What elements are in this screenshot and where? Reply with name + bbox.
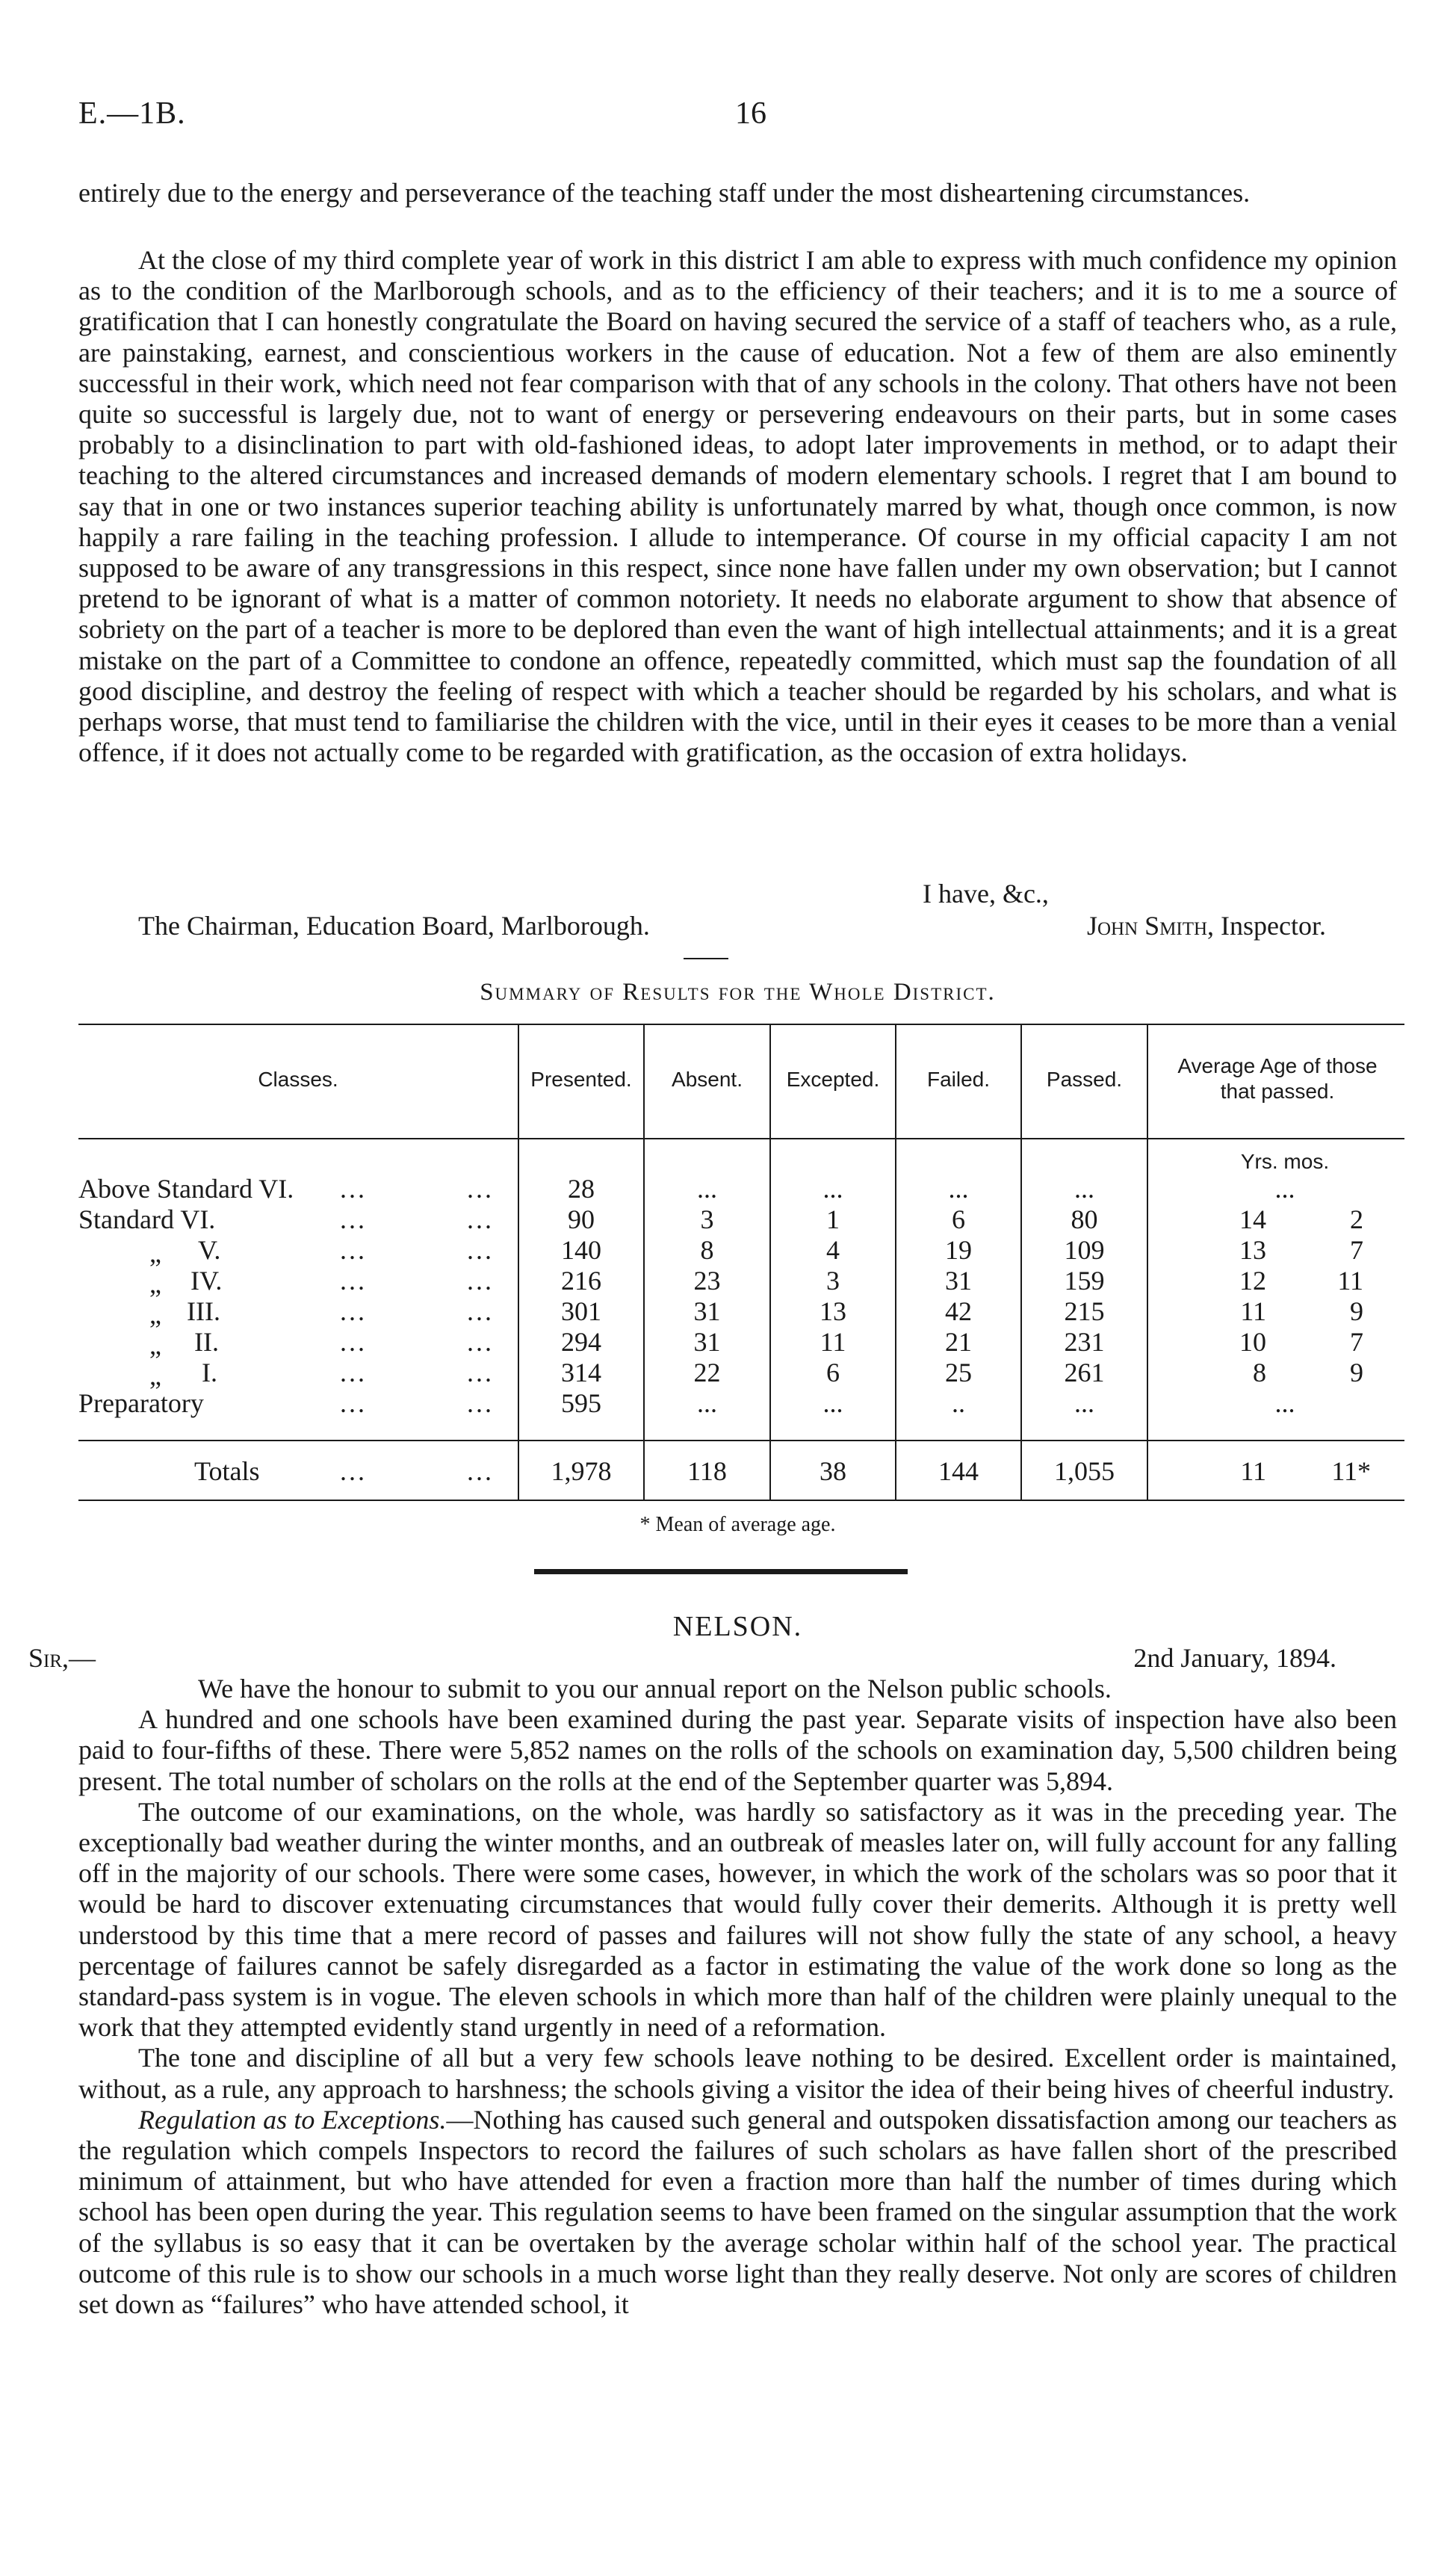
leader-dots: ...: [340, 1235, 367, 1265]
cell-presented: 140: [561, 1235, 601, 1265]
class-roman: I.: [202, 1358, 217, 1387]
table-row: [78, 1265, 1404, 1299]
cell-failed: 19: [945, 1235, 972, 1265]
paragraph: At the close of my third complete year of work in this district I am able to express with much confidence my opinion as to the condition of the Marlborough schools, and as to the efficiency of their teachers; and it is to me a source of gratification that I can honestly congratulate the Board on having secured the service of a staff of teachers who, as a rule, are painstaking, earnest, and conscientious workers in the cause of education. Not a few of them are also eminently successful in their work, which need not fear comparison with that of any schools in the colony. That others have not been quite so successful is largely due, not to want of energy or persevering endeavours on their parts, but in some cases probably to a disinclination to part with old-fashioned ideas, to adopt later improvements in method, or to adapt their teaching to the altered circumstances and increased demands of modern elementary schools. I regret that I am bound to say that in one or two instances superior teaching ability is unfortunately marred by what, though once common, is now happily a rare failing in the teaching profession. I allude to intemperance. Of course in my official capacity I am not supposed to be aware of any transgressions in this respect, since none have fallen under my own observation; but I cannot pretend to be ignorant of what is a matter of common notoriety. It needs no elaborate argument to show that absence of sobriety on the part of a teacher is more to be deplored than even the want of high intellectual attainments; and it is a great mistake on the part of a Committee to condone an offence, repeatedly committed, which must sap the foundation of all good discipline, and destroy the feeling of respect with which a teacher should be regarded by his scholars, and what is perhaps worse, that must tend to familiarise the children with the vice, until in their eyes it ceases to be more than a venial offence, if it does not actually come to be regarded with gratification, as the occasion of extra holidays.: [78, 245, 1397, 768]
total-excepted: 38: [820, 1456, 846, 1486]
cell-failed: ...: [948, 1174, 969, 1204]
cell-presented: 301: [561, 1296, 601, 1326]
leader-dots: ...: [467, 1456, 494, 1486]
section-title: NELSON.: [672, 1611, 803, 1642]
ditto-mark: „: [149, 1361, 161, 1390]
table-rule-top: [78, 1024, 1404, 1025]
paragraph-exceptions: [78, 2105, 1397, 2320]
cell-presented: 216: [561, 1266, 601, 1296]
cell-age-yrs: 12: [1239, 1266, 1266, 1296]
page-number: 16: [735, 96, 766, 131]
ditto-mark: „: [149, 1299, 161, 1329]
cell-absent: ...: [697, 1388, 717, 1418]
class-label: Preparatory: [78, 1388, 204, 1418]
class-label: Standard VI.: [78, 1204, 216, 1234]
cell-excepted: 3: [826, 1266, 840, 1296]
table-title: Summary of Results for the Whole District.: [480, 979, 996, 1006]
exceptions-heading: Regulation as to Exceptions.: [138, 2104, 447, 2135]
cell-age-mos: 2: [1350, 1204, 1363, 1234]
report-date: 2nd January, 1894.: [1133, 1643, 1336, 1673]
cell-age-mos: 9: [1350, 1296, 1363, 1326]
table-row: [78, 1173, 1404, 1204]
cell-failed: 21: [945, 1327, 972, 1357]
total-absent: 118: [687, 1456, 727, 1486]
cell-excepted: 1: [826, 1204, 840, 1234]
cell-excepted: 11: [820, 1327, 846, 1357]
cell-age-yrs: 8: [1253, 1358, 1266, 1387]
total-passed: 1,055: [1054, 1456, 1115, 1486]
closing: I have, &c.,: [923, 879, 1049, 909]
leader-dots: ...: [340, 1388, 367, 1418]
cell-excepted: 4: [826, 1235, 840, 1265]
paragraph: The outcome of our examinations, on the whole, was hardly so satisfactory as it was in the preceding year. The exceptionally bad weather during the winter months, and an outbreak of measles later on, will fully account for any falling off in the majority of our schools. There were some cases, however, in which the work of the scholars was so poor that it would be hard to discover extenuating circumstances that would fully cover their demerits. Although it is pretty well understood by this time that a mere record of passes and failures will not show fully the state of any school, a heavy percentage of failures cannot be safely disregarded as a factor in estimating the value of the work done so long as the standard-pass system is in vogue. The eleven schools in which more than half of the children were plainly unequal to the work that they attempted evidently stand urgently in need of a reformation.: [78, 1796, 1397, 2043]
cell-passed: 231: [1064, 1327, 1105, 1357]
cell-absent: 31: [693, 1296, 721, 1326]
class-roman: V.: [198, 1235, 221, 1265]
leader-dots: ...: [467, 1174, 494, 1204]
leader-dots: ...: [340, 1456, 367, 1486]
cell-failed: 25: [945, 1358, 972, 1387]
cell-age-yrs: 13: [1239, 1235, 1266, 1265]
cell-passed: 261: [1064, 1358, 1105, 1387]
header-presented: Presented.: [530, 1068, 632, 1091]
cell-age-dots: ...: [1274, 1174, 1295, 1204]
cell-presented: 28: [568, 1174, 595, 1204]
cell-age-yrs: 11: [1240, 1296, 1266, 1326]
table-rule-bottom: [78, 1500, 1404, 1501]
leader-dots: ...: [340, 1204, 367, 1234]
cell-age-yrs: 10: [1239, 1327, 1266, 1357]
header-yrs-mos: Yrs. mos.: [1240, 1150, 1330, 1173]
leader-dots: ...: [340, 1327, 367, 1357]
table-rule-header: [78, 1138, 1404, 1139]
signature-line: [138, 910, 1326, 943]
cell-failed: 31: [945, 1266, 972, 1296]
cell-absent: 31: [693, 1327, 721, 1357]
class-roman: IV.: [190, 1266, 223, 1296]
header-passed: Passed.: [1046, 1068, 1123, 1091]
cell-age-mos: 7: [1350, 1235, 1363, 1265]
cell-excepted: 13: [820, 1296, 846, 1326]
leader-dots: ...: [467, 1327, 494, 1357]
cell-excepted: ...: [823, 1174, 843, 1204]
leader-dots: ...: [340, 1296, 367, 1326]
page-header: [78, 96, 1408, 140]
table-row: [78, 1204, 1404, 1234]
paragraph: We have the honour to submit to you our annual report on the Nelson public schools.: [198, 1674, 1112, 1704]
ditto-mark: „: [149, 1238, 161, 1268]
cell-passed: 109: [1064, 1235, 1105, 1265]
ditto-mark: „: [149, 1330, 161, 1360]
header-excepted: Excepted.: [786, 1068, 880, 1091]
leader-dots: ...: [340, 1358, 367, 1387]
cell-presented: 90: [568, 1204, 595, 1234]
table-row: [78, 1387, 1404, 1418]
table-row: [78, 1357, 1404, 1390]
table-row: [78, 1296, 1404, 1329]
section-divider: [534, 1569, 908, 1574]
leader-dots: ...: [467, 1266, 494, 1296]
cell-passed: 215: [1064, 1296, 1105, 1326]
signature: [1087, 910, 1326, 941]
table-footnote: * Mean of average age.: [639, 1513, 836, 1536]
cell-excepted: 6: [826, 1358, 840, 1387]
signature-title: , Inspector.: [1207, 911, 1326, 941]
signature-name: John Smith: [1086, 911, 1208, 941]
cell-failed: ..: [952, 1388, 965, 1418]
cell-failed: 42: [945, 1296, 972, 1326]
cell-age-mos: 9: [1350, 1358, 1363, 1387]
cell-passed: 80: [1071, 1204, 1098, 1234]
total-failed: 144: [938, 1456, 979, 1486]
cell-absent: 22: [693, 1358, 721, 1387]
nelson-report-body: [78, 1674, 1397, 2320]
salutation: Sir,—: [28, 1643, 96, 1673]
total-presented: 1,978: [551, 1456, 612, 1486]
class-roman: III.: [187, 1296, 220, 1326]
table-row: [78, 1234, 1404, 1268]
cell-excepted: ...: [823, 1388, 843, 1418]
total-age-mos: 11*: [1331, 1456, 1371, 1486]
cell-age-mos: 11: [1337, 1266, 1363, 1296]
cell-age-dots: ...: [1274, 1388, 1295, 1418]
cell-absent: ...: [697, 1174, 717, 1204]
smith-report-body: [78, 245, 1397, 768]
smith-report-opening: [78, 178, 1397, 208]
class-label: Above Standard VI.: [78, 1174, 294, 1204]
paragraph: entirely due to the energy and perseverance of the teaching staff under the most disheartening circumstances.: [78, 178, 1251, 208]
total-age-yrs: 11: [1240, 1456, 1266, 1486]
cell-absent: 8: [700, 1235, 714, 1265]
table-totals-row: [78, 1455, 1404, 1486]
ditto-mark: „: [149, 1269, 161, 1299]
leader-dots: ...: [467, 1388, 494, 1418]
table-rule-totals: [78, 1440, 1404, 1441]
leader-dots: ...: [340, 1266, 367, 1296]
summary-table: [78, 1024, 1404, 1517]
header-absent: Absent.: [672, 1068, 743, 1091]
header-average-age: Average Age of those that passed.: [1177, 1054, 1378, 1103]
cell-presented: 314: [561, 1358, 601, 1387]
exceptions-text: —Nothing has caused such general and outspoken dissatisfaction among our teachers as the regulation which compels Inspectors to record the failures of such scholars as have fallen short of the prescribed minimum of attainment, but who have attended for even a fraction more than half the number of times during which school has been open during the year. This regulation seems to have been framed on the singular assumption that the work of the syllabus is so easy that it can be overtaken by the average scholar within half of the school year. The practical outcome of this rule is to show our schools in a much worse light than they really deserve. Not only are scores of children set down as “failures” who have attended school, it: [78, 2104, 1397, 2320]
addressee: The Chairman, Education Board, Marlborough.: [138, 911, 650, 941]
cell-age-yrs: 14: [1239, 1204, 1266, 1234]
divider: [684, 958, 728, 959]
class-roman: II.: [194, 1327, 219, 1357]
cell-passed: ...: [1074, 1388, 1094, 1418]
cell-presented: 595: [561, 1388, 601, 1418]
cell-absent: 23: [693, 1266, 721, 1296]
cell-absent: 3: [700, 1204, 714, 1234]
report-reference: E.—1B.: [78, 96, 186, 131]
totals-label: Totals: [194, 1456, 260, 1486]
cell-age-mos: 7: [1350, 1327, 1363, 1357]
leader-dots: ...: [467, 1204, 494, 1234]
paragraph: A hundred and one schools have been examined during the past year. Separate visits of inspection have also been paid to four-fifths of these. There were 5,852 names on the rolls of the schools on examination day, 5,500 children being present. The total number of scholars on the rolls at the end of the September quarter was 5,894.: [78, 1704, 1397, 1796]
table-row: [78, 1326, 1404, 1360]
paragraph: The tone and discipline of all but a very few schools leave nothing to be desired. Excellent order is maintained, without, as a rule, any approach to harshness; the schools giving a visitor the idea of their being hives of cheerful industry.: [78, 2043, 1397, 2104]
leader-dots: ...: [340, 1174, 367, 1204]
leader-dots: ...: [467, 1358, 494, 1387]
cell-passed: 159: [1064, 1266, 1105, 1296]
cell-presented: 294: [561, 1327, 601, 1357]
cell-failed: 6: [952, 1204, 965, 1234]
leader-dots: ...: [467, 1296, 494, 1326]
header-failed: Failed.: [926, 1068, 991, 1091]
leader-dots: ...: [467, 1235, 494, 1265]
cell-passed: ...: [1074, 1174, 1094, 1204]
header-classes: Classes.: [258, 1068, 338, 1091]
